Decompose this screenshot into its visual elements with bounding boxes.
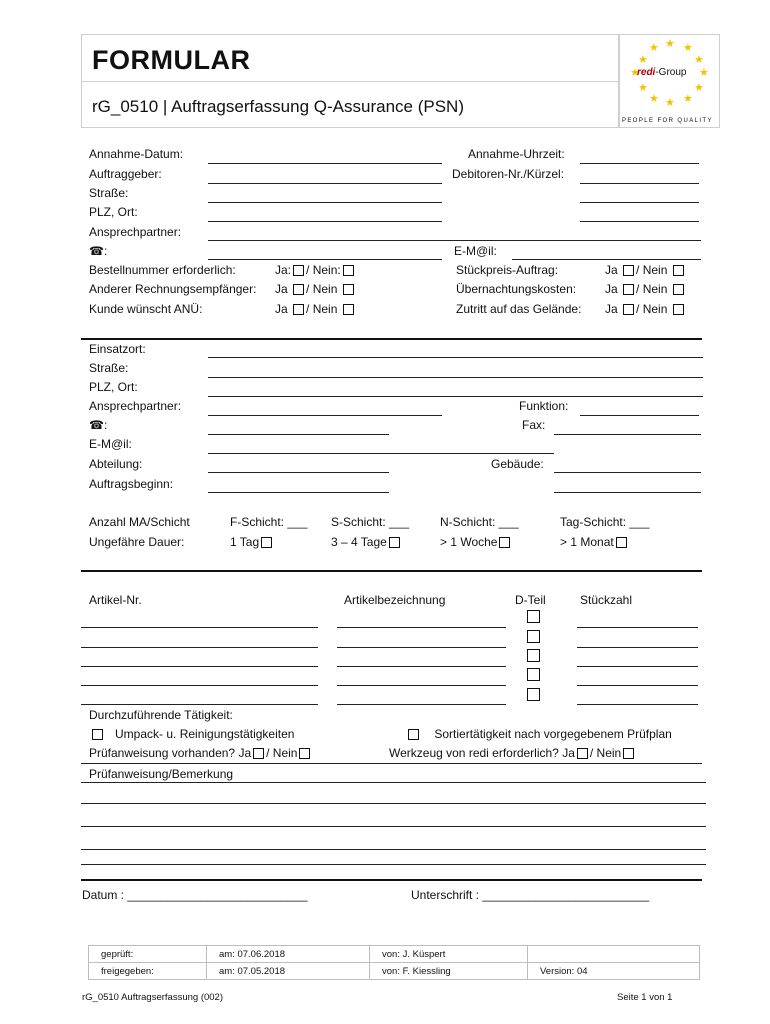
label-zutritt: Zutritt auf das Gelände: bbox=[456, 302, 582, 316]
dauer-option-3 bbox=[440, 535, 512, 549]
field-auftragsbeginn-extra[interactable] bbox=[554, 492, 701, 493]
field-site-phone[interactable] bbox=[208, 434, 389, 435]
label-annahme-uhrzeit: Annahme-Uhrzeit: bbox=[468, 147, 565, 161]
field-extra-1[interactable] bbox=[580, 202, 699, 203]
star-icon: ★ bbox=[683, 42, 693, 54]
phone-suffix: : bbox=[103, 418, 108, 432]
checkbox-dauer-3[interactable] bbox=[499, 537, 510, 548]
footer-page-number: Seite 1 von 1 bbox=[617, 992, 673, 1003]
star-icon: ★ bbox=[638, 54, 648, 66]
label-plz-ort: PLZ, Ort: bbox=[89, 205, 138, 219]
checkbox-dauer-4[interactable] bbox=[616, 537, 627, 548]
field-artikelbezeichnung[interactable] bbox=[337, 685, 506, 686]
label-anderer-rechnung: Anderer Rechnungsempfänger: bbox=[89, 282, 257, 296]
field-artikelbezeichnung[interactable] bbox=[337, 704, 506, 705]
field-auftragsbeginn[interactable] bbox=[208, 492, 389, 493]
label-dauer: Ungefähre Dauer: bbox=[89, 535, 185, 549]
star-icon: ★ bbox=[638, 82, 648, 94]
label-bemerkung: Prüfanweisung/Bemerkung bbox=[89, 767, 234, 781]
label-site-phone bbox=[89, 418, 107, 432]
phone-icon: ☎ bbox=[89, 418, 104, 432]
slash: / bbox=[306, 263, 310, 277]
umpack-label: Umpack- u. Reinigungstätigkeiten bbox=[115, 727, 295, 741]
field-auftraggeber[interactable] bbox=[208, 183, 442, 184]
dauer-label: > 1 Woche bbox=[440, 535, 498, 549]
ja-label: Ja bbox=[605, 263, 618, 277]
field-funktion[interactable] bbox=[580, 415, 699, 416]
checkbox-dauer-1[interactable] bbox=[261, 537, 272, 548]
logo-brand bbox=[637, 67, 686, 79]
field-gebaeude[interactable] bbox=[554, 472, 701, 473]
label-site-strasse: Straße: bbox=[89, 361, 129, 375]
nein-label: Nein bbox=[312, 302, 338, 316]
anue-choice bbox=[275, 302, 356, 316]
logo-brand-suffix: -Group bbox=[655, 67, 687, 78]
header-divider bbox=[81, 81, 619, 82]
n-schicht[interactable]: N-Schicht: ___ bbox=[440, 515, 519, 529]
field-email[interactable] bbox=[512, 259, 701, 260]
slash: / bbox=[636, 302, 640, 316]
checkbox-pruefanweisung-ja[interactable] bbox=[253, 748, 264, 759]
checkbox-bestellnummer-ja[interactable] bbox=[293, 265, 304, 276]
slash: / bbox=[636, 282, 640, 296]
nein-label: Nein bbox=[642, 302, 668, 316]
tag-schicht[interactable]: Tag-Schicht: ___ bbox=[560, 515, 650, 529]
field-artikelbezeichnung[interactable] bbox=[337, 666, 506, 667]
divider bbox=[81, 763, 702, 764]
label-auftraggeber: Auftraggeber: bbox=[89, 167, 162, 181]
footer-doc-name: rG_0510 Auftragserfassung (002) bbox=[82, 992, 224, 1003]
checkbox-werkzeug-ja[interactable] bbox=[577, 748, 588, 759]
star-icon: ★ bbox=[649, 42, 659, 54]
section-divider bbox=[81, 338, 702, 340]
dauer-option-1 bbox=[230, 535, 274, 549]
label-site-plz-ort: PLZ, Ort: bbox=[89, 380, 138, 394]
field-einsatzort[interactable] bbox=[208, 357, 703, 358]
nein-label: / Nein bbox=[589, 746, 622, 760]
label-phone bbox=[89, 244, 107, 258]
label-auftragsbeginn: Auftragsbeginn: bbox=[89, 477, 174, 491]
f-schicht[interactable]: F-Schicht: ___ bbox=[230, 515, 308, 529]
checkbox-uebernachtung-ja[interactable] bbox=[623, 284, 634, 295]
checkbox-d-teil[interactable] bbox=[527, 668, 540, 681]
nein-label: Nein: bbox=[312, 263, 341, 277]
star-icon: ★ bbox=[665, 38, 675, 50]
logo-brand-prefix: redi bbox=[637, 67, 656, 78]
stueckpreis-choice bbox=[605, 263, 686, 277]
checkbox-stueckpreis-ja[interactable] bbox=[623, 265, 634, 276]
cell-freigegeben-by: von: F. Kiessling bbox=[370, 963, 528, 980]
uebernachtung-choice bbox=[605, 282, 686, 296]
nein-label: Nein bbox=[312, 282, 338, 296]
field-stueckzahl[interactable] bbox=[577, 704, 698, 705]
pruefanweisung-question bbox=[89, 746, 312, 760]
field-bemerkung-line[interactable] bbox=[81, 849, 706, 850]
label-funktion: Funktion: bbox=[519, 399, 569, 413]
cell-geprueft: geprüft: bbox=[89, 946, 207, 963]
phone-icon: ☎ bbox=[89, 244, 104, 258]
label-annahme-datum: Annahme-Datum: bbox=[89, 147, 184, 161]
field-site-strasse[interactable] bbox=[208, 377, 703, 378]
rechnung-choice bbox=[275, 282, 356, 296]
checkbox-d-teil[interactable] bbox=[527, 649, 540, 662]
checkbox-rechnung-nein[interactable] bbox=[343, 284, 354, 295]
sortier-label: Sortiertätigkeit nach vorgegebenem Prüfplan bbox=[434, 727, 672, 741]
star-icon: ★ bbox=[665, 97, 675, 109]
table-row bbox=[89, 963, 700, 980]
s-schicht[interactable]: S-Schicht: ___ bbox=[331, 515, 410, 529]
checkbox-d-teil[interactable] bbox=[527, 630, 540, 643]
field-phone[interactable] bbox=[208, 259, 442, 260]
werkzeug-label: Werkzeug von redi erforderlich? Ja bbox=[389, 746, 575, 760]
field-site-email[interactable] bbox=[208, 453, 554, 454]
logo-tagline: PEOPLE FOR QUALITY bbox=[622, 118, 713, 124]
field-annahme-datum[interactable] bbox=[208, 163, 442, 164]
field-debitoren[interactable] bbox=[580, 183, 699, 184]
field-stueckzahl[interactable] bbox=[577, 647, 698, 648]
field-artikelbezeichnung[interactable] bbox=[337, 647, 506, 648]
star-icon: ★ bbox=[683, 93, 693, 105]
checkbox-anue-nein[interactable] bbox=[343, 304, 354, 315]
label-gebaeude: Gebäude: bbox=[491, 457, 544, 471]
field-site-plz-ort[interactable] bbox=[208, 396, 703, 397]
checkbox-rechnung-ja[interactable] bbox=[293, 284, 304, 295]
pruefanweisung-label: Prüfanweisung vorhanden? Ja bbox=[89, 746, 252, 760]
label-fax: Fax: bbox=[522, 418, 546, 432]
cell-geprueft-by: von: J. Küspert bbox=[370, 946, 528, 963]
star-icon: ★ bbox=[699, 67, 709, 79]
ja-label: Ja bbox=[275, 302, 288, 316]
field-fax[interactable] bbox=[554, 434, 701, 435]
label-stueckpreis: Stückpreis-Auftrag: bbox=[456, 263, 559, 277]
star-icon: ★ bbox=[649, 93, 659, 105]
cell-freigegeben: freigegeben: bbox=[89, 963, 207, 980]
checkbox-bestellnummer-nein[interactable] bbox=[343, 265, 354, 276]
field-extra-2[interactable] bbox=[580, 221, 699, 222]
field-stueckzahl[interactable] bbox=[577, 666, 698, 667]
dauer-label: > 1 Monat bbox=[560, 535, 614, 549]
col-d-teil: D-Teil bbox=[515, 593, 546, 607]
field-artikel-nr[interactable] bbox=[81, 685, 318, 686]
checkbox-anue-ja[interactable] bbox=[293, 304, 304, 315]
field-artikel-nr[interactable] bbox=[81, 704, 318, 705]
approval-table bbox=[88, 945, 700, 980]
field-abteilung[interactable] bbox=[208, 472, 389, 473]
label-anzahl: Anzahl MA/Schicht bbox=[89, 515, 190, 529]
table-row bbox=[89, 946, 700, 963]
bestellnummer-choice bbox=[275, 263, 356, 277]
werkzeug-question bbox=[389, 746, 636, 760]
cell-geprueft-date: am: 07.06.2018 bbox=[207, 946, 370, 963]
label-uebernachtung: Übernachtungskosten: bbox=[456, 282, 577, 296]
label-ansprechpartner: Ansprechpartner: bbox=[89, 225, 182, 239]
field-site-ansprechpartner[interactable] bbox=[208, 415, 442, 416]
form-subtitle: rG_0510 | Auftragserfassung Q-Assurance (PSN) bbox=[92, 97, 464, 116]
cell-version: Version: 04 bbox=[528, 963, 700, 980]
field-bemerkung-line[interactable] bbox=[81, 782, 706, 783]
field-annahme-uhrzeit[interactable] bbox=[580, 163, 699, 164]
ja-label: Ja bbox=[605, 302, 618, 316]
col-artikelbezeichnung: Artikelbezeichnung bbox=[344, 593, 446, 607]
field-plz-ort[interactable] bbox=[208, 221, 442, 222]
checkbox-werkzeug-nein[interactable] bbox=[623, 748, 634, 759]
label-strasse: Straße: bbox=[89, 186, 129, 200]
checkbox-pruefanweisung-nein[interactable] bbox=[299, 748, 310, 759]
field-artikel-nr[interactable] bbox=[81, 627, 318, 628]
cell-freigegeben-date: am: 07.05.2018 bbox=[207, 963, 370, 980]
checkbox-d-teil[interactable] bbox=[527, 610, 540, 623]
activity-heading: Durchzuführende Tätigkeit: bbox=[89, 708, 233, 722]
section-divider bbox=[81, 879, 702, 881]
label-site-ansprechpartner: Ansprechpartner: bbox=[89, 399, 182, 413]
ja-label: Ja bbox=[275, 282, 288, 296]
dauer-option-2 bbox=[331, 535, 402, 549]
field-stueckzahl[interactable] bbox=[577, 685, 698, 686]
col-stueckzahl: Stückzahl bbox=[580, 593, 633, 607]
checkbox-zutritt-nein[interactable] bbox=[673, 304, 684, 315]
slash: / bbox=[306, 302, 310, 316]
field-stueckzahl[interactable] bbox=[577, 627, 698, 628]
label-kunde-anue: Kunde wünscht ANÜ: bbox=[89, 302, 203, 316]
unterschrift-field[interactable]: Unterschrift : _________________________ bbox=[411, 888, 650, 902]
checkbox-umpack[interactable] bbox=[92, 729, 103, 740]
star-icon: ★ bbox=[630, 67, 640, 79]
field-strasse[interactable] bbox=[208, 202, 442, 203]
nein-label: Nein bbox=[642, 282, 668, 296]
checkbox-sortier[interactable] bbox=[408, 729, 419, 740]
phone-suffix: : bbox=[103, 244, 108, 258]
nein-label: Nein bbox=[642, 263, 668, 277]
checkbox-zutritt-ja[interactable] bbox=[623, 304, 634, 315]
field-bemerkung-line[interactable] bbox=[81, 803, 706, 804]
slash: / bbox=[306, 282, 310, 296]
section-divider bbox=[81, 570, 702, 572]
field-artikel-nr[interactable] bbox=[81, 647, 318, 648]
field-bemerkung-line[interactable] bbox=[81, 826, 706, 827]
ja-label: Ja bbox=[605, 282, 618, 296]
ja-label: Ja: bbox=[275, 263, 292, 277]
checkbox-stueckpreis-nein[interactable] bbox=[673, 265, 684, 276]
field-bemerkung-line[interactable] bbox=[81, 864, 706, 865]
field-ansprechpartner[interactable] bbox=[208, 240, 701, 241]
nein-label: / Nein bbox=[266, 746, 298, 760]
col-artikel-nr: Artikel-Nr. bbox=[89, 593, 142, 607]
label-debitoren: Debitoren-Nr./Kürzel: bbox=[452, 167, 565, 181]
checkbox-uebernachtung-nein[interactable] bbox=[673, 284, 684, 295]
star-icon: ★ bbox=[694, 82, 704, 94]
label-email: E-M@il: bbox=[454, 244, 497, 258]
checkbox-d-teil[interactable] bbox=[527, 688, 540, 701]
label-abteilung: Abteilung: bbox=[89, 457, 143, 471]
label-site-email: E-M@il: bbox=[89, 437, 132, 451]
zutritt-choice bbox=[605, 302, 686, 316]
slash: / bbox=[636, 263, 640, 277]
dauer-option-4 bbox=[560, 535, 629, 549]
cell-empty bbox=[528, 946, 700, 963]
dauer-label: 3 – 4 Tage bbox=[331, 535, 387, 549]
star-icon: ★ bbox=[694, 54, 704, 66]
form-title: FORMULAR bbox=[92, 45, 251, 75]
field-artikel-nr[interactable] bbox=[81, 666, 318, 667]
datum-field[interactable]: Datum : ___________________________ bbox=[82, 888, 308, 902]
label-bestellnummer: Bestellnummer erforderlich: bbox=[89, 263, 236, 277]
checkbox-dauer-2[interactable] bbox=[389, 537, 400, 548]
activity-umpack bbox=[90, 727, 294, 741]
field-artikelbezeichnung[interactable] bbox=[337, 627, 506, 628]
dauer-label: 1 Tag bbox=[230, 535, 260, 549]
label-einsatzort: Einsatzort: bbox=[89, 342, 146, 356]
activity-sortier bbox=[406, 727, 672, 741]
